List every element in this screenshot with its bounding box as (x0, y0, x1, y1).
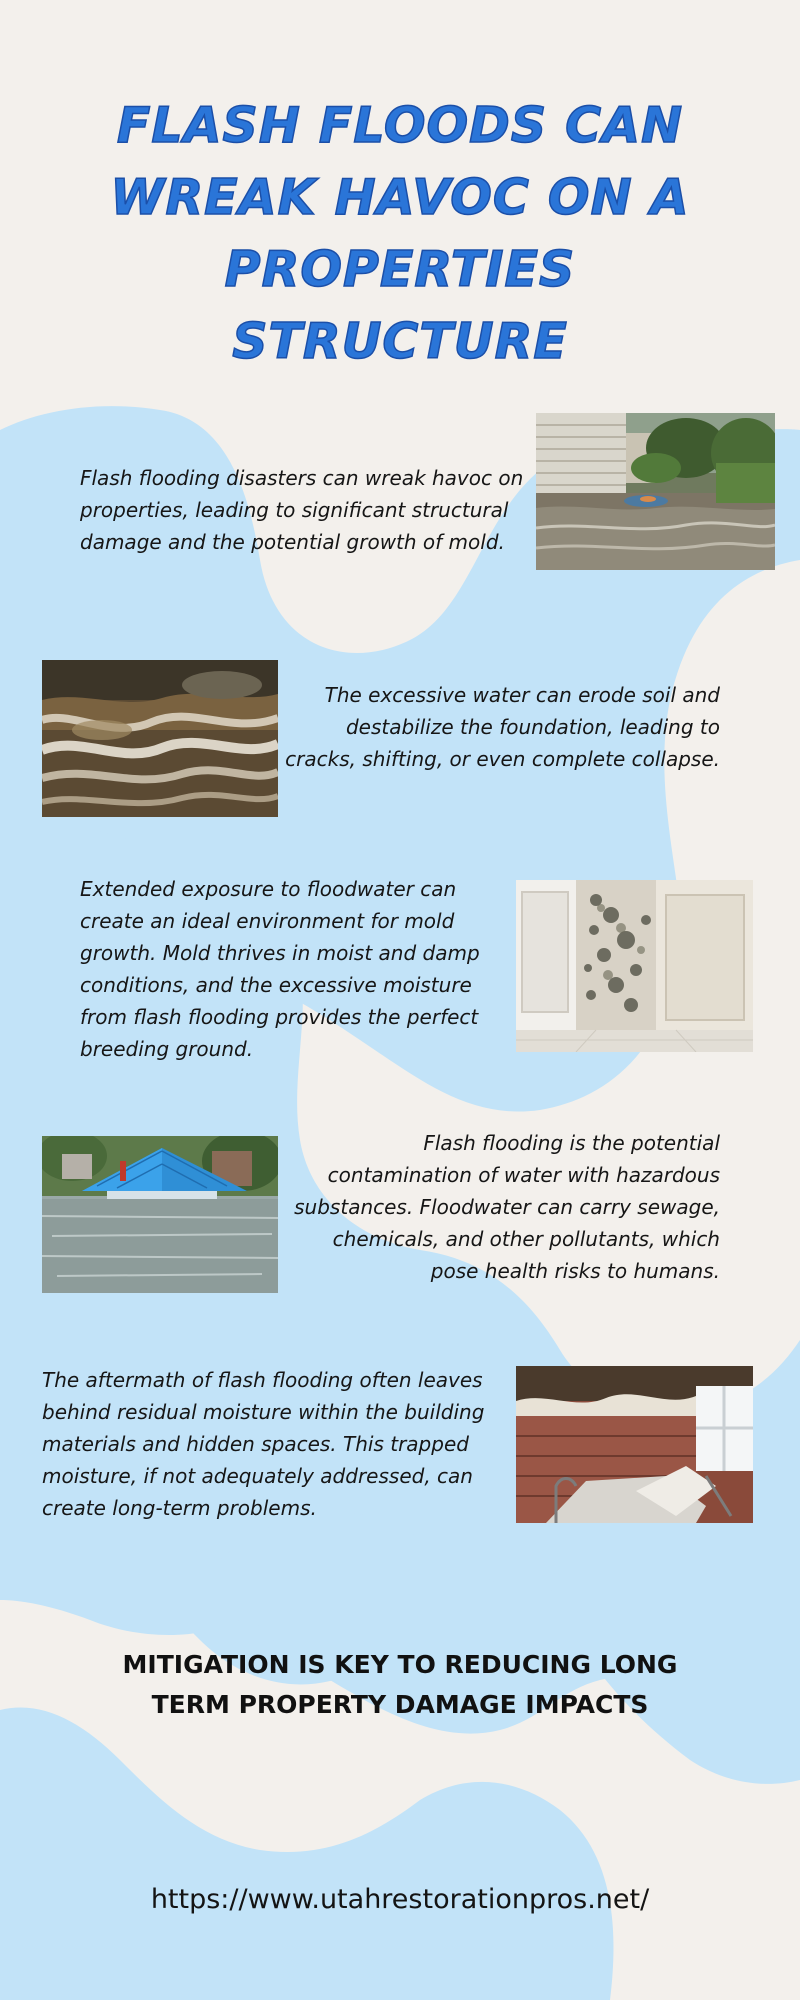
section-2-text: The excessive water can erode soil and destabilize the foundation, leading to cracks, shifting, or even complete collapse. (285, 683, 720, 771)
section-5-text: The aftermath of flash flooding often leaves behind residual moisture within the building materials and hidden spaces. This trapped moisture, if not adequately addressed, can create long-term problems. (42, 1368, 485, 1520)
section-4-text: Flash flooding is the potential contamination of water with hazardous substances. Floodwater can carry sewage, chemicals, and other pollutants, which pose health risks to humans. (294, 1131, 720, 1283)
website-url-link[interactable]: https://www.utahrestorationpros.net/ (150, 1884, 650, 1915)
section-3-text: Extended exposure to floodwater can create an ideal environment for mold growth. Mold thrives in moist and damp conditions, and the excessive moisture from flash flooding provides the perfect breeding ground. (80, 877, 480, 1061)
mitigation-conclusion: MITIGATION IS KEY TO REDUCING LONG TERM PROPERTY DAMAGE IMPACTS (122, 1650, 678, 1719)
page-title: FLASH FLOODS CAN WREAK HAVOC ON A PROPERTIES STRUCTURE (110, 97, 690, 370)
rushing-water-photo (42, 660, 278, 817)
damaged-room-photo (516, 1366, 753, 1523)
section-1-text: Flash flooding disasters can wreak havoc on properties, leading to significant structural damage and the potential growth of mold. (80, 466, 524, 554)
submerged-roof-photo (42, 1136, 278, 1293)
flooded-house-photo (536, 413, 775, 570)
moldy-wall-photo (516, 880, 753, 1052)
